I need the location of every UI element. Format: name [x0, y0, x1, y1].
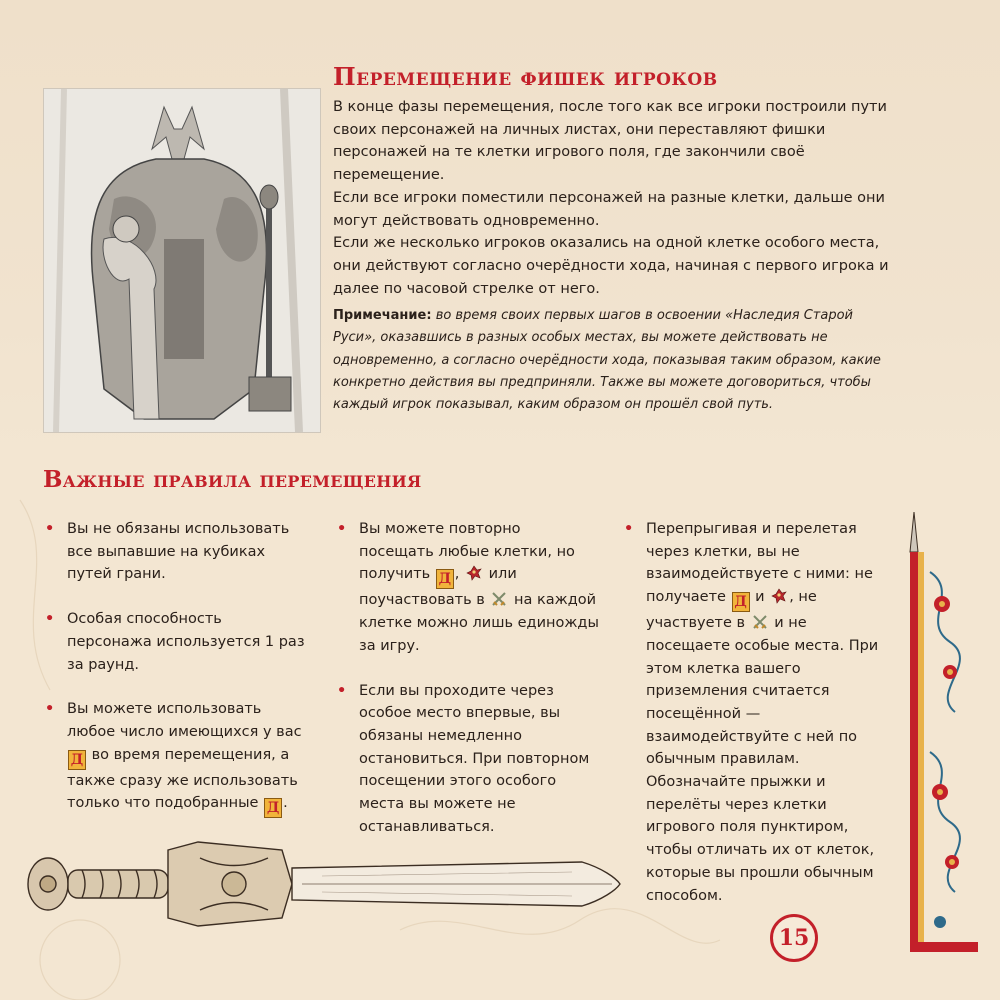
creature-icon [465, 564, 483, 582]
bullet-text [646, 518, 886, 907]
page-number: 15 [770, 914, 818, 962]
bullet-text-part: на каждой клетке можно лишь единожды за игру. [359, 592, 599, 654]
bullet-dot: • [337, 682, 347, 699]
rune-card-icon: Д [264, 798, 282, 818]
note [333, 305, 893, 416]
bullet-text-part: во время перемещения, а также сразу же использовать только что подобранные [67, 746, 298, 812]
note-label: Примечание: [333, 308, 432, 323]
character-illustration [43, 88, 321, 433]
bullet-text-part: и [755, 589, 765, 606]
bullet-dot: • [45, 611, 55, 628]
list-item [45, 608, 307, 676]
list-item [337, 680, 599, 839]
bullet-text-part: Перепрыгивая и перелетая через клетки, вы не взаимодействуете с ними: не получаете [646, 521, 873, 606]
crossed-swords-icon [490, 590, 508, 608]
bullet-dot: • [337, 521, 347, 537]
bullet-text-part: и не посещаете особые места. При этом клетка вашего приземления считается посещённой — взаимодействуйте с ней по обычным правилам. Обозначайте прыжки и перелёты через клетки игрового поля пунктиром, чтобы отличать их от клеток, которые вы прошли обычным способом. [646, 615, 879, 904]
creature-icon [770, 587, 788, 605]
bullet-text-part: , [454, 566, 460, 583]
list-item [45, 518, 307, 586]
bullet-text-part: Вы можете повторно посещать любые клетки, но получить [359, 521, 575, 583]
rune-card-icon: Д [732, 592, 750, 612]
bullet-text [67, 698, 307, 818]
bullet-text: Вы не обязаны использовать все выпавшие на кубиках путей грани. [67, 521, 290, 583]
intro-paragraph: В конце фазы перемещения, после того как все игроки построили пути своих персонажей на личных листах, они переставляют фишки персонажей на те клетки игрового поля, где закончили своё перемещение. [333, 99, 887, 184]
bullet-text-part: , не участвуете в [646, 589, 817, 632]
rules-column-2 [337, 518, 599, 860]
list-item [45, 698, 307, 818]
bullet-text [359, 518, 599, 658]
intro-paragraph: Если же несколько игроков оказались на одной клетке особого места, они действуют согласно очерёдности хода, начиная с первого игрока и далее по часовой стрелке от него. [333, 235, 889, 297]
bullet-text: Если вы проходите через особое место впервые, вы обязаны немедленно остановиться. При повторном посещении этого особого места вы можете не останавливаться. [359, 682, 590, 835]
bullet-dot: • [45, 701, 55, 718]
rune-card-icon: Д [68, 750, 86, 770]
rules-column-3 [624, 518, 886, 929]
sword-illustration [22, 832, 622, 942]
bullet-dot: • [624, 521, 634, 537]
page-title: Перемещение фишек игроков [333, 62, 718, 91]
crossed-swords-icon [751, 613, 769, 631]
bullet-dot: • [45, 521, 55, 537]
list-item [337, 518, 599, 658]
bullet-text-part: или поучаствовать в [359, 566, 517, 609]
bullet-text-part: Вы можете использовать любое число имеющихся у вас [67, 701, 302, 740]
note-text: во время своих первых шагов в освоении «Наследия Старой Руси», оказавшись в разных особых местах, вы можете действовать не одновременно, а согласно очерёдности хода, показывая таким образом, какие конкретно действия вы предприняли. Также вы можете договориться, чтобы каждый игрок показывал, каким образом он прошёл свой путь. [333, 308, 881, 413]
list-item [624, 518, 886, 907]
decorative-border [900, 512, 978, 972]
intro-paragraph: Если все игроки поместили персонажей на разные клетки, дальше они могут действовать одновременно. [333, 189, 885, 229]
bullet-text: Особая способность персонажа используется 1 раз за раунд. [67, 611, 305, 673]
section-title: Важные правила перемещения [43, 466, 422, 493]
rune-card-icon: Д [436, 569, 454, 589]
bullet-text-part: . [283, 795, 288, 812]
rules-column-1 [45, 518, 307, 840]
intro-text [333, 96, 893, 300]
